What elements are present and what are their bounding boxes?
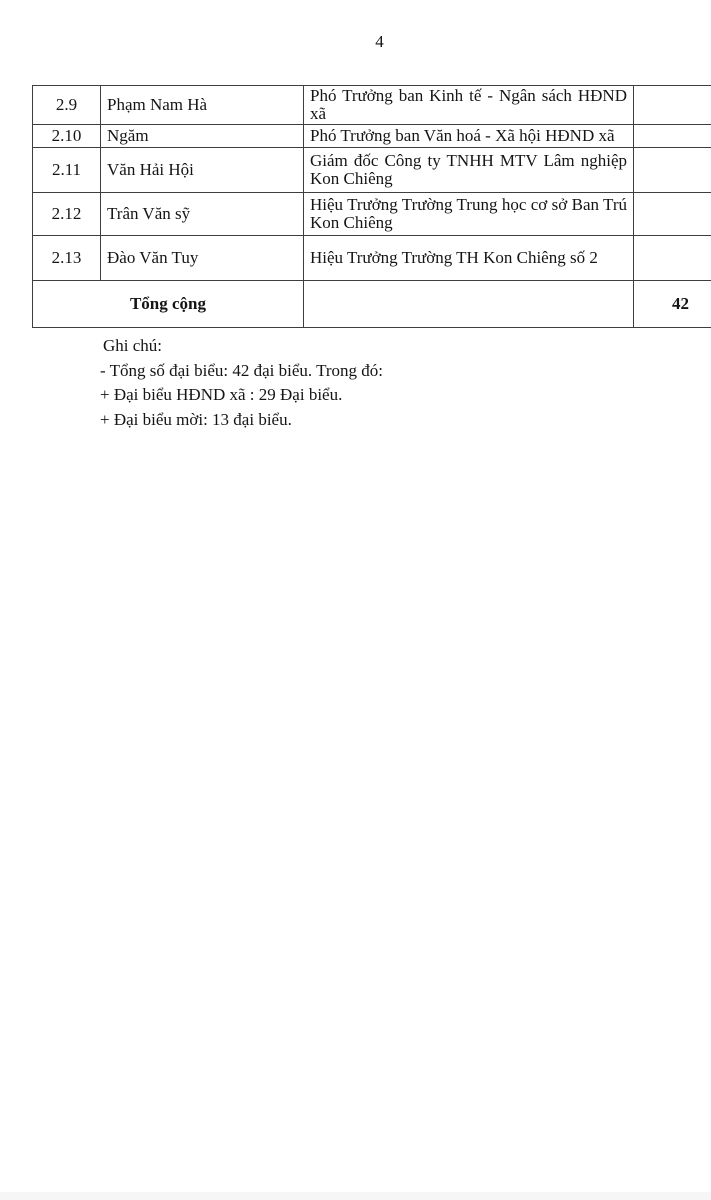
table-row	[33, 148, 711, 193]
position-cell: Hiệu Trưởng Trường Trung học cơ sở Ban Trú Kon Chiêng	[304, 193, 634, 236]
delegates-table	[32, 85, 711, 328]
note-line: - Tổng số đại biểu: 42 đại biểu. Trong đó:	[100, 360, 384, 380]
name-cell: Phạm Nam Hà	[101, 86, 304, 125]
total-empty-cell	[304, 281, 634, 328]
name-cell: Văn Hải Hội	[101, 148, 304, 193]
notes-section	[100, 334, 383, 432]
count-cell	[634, 236, 711, 281]
page-number: 4	[375, 32, 384, 51]
total-label-cell: Tổng cộng	[33, 281, 304, 328]
row-number-cell: 2.11	[33, 148, 101, 193]
row-number-cell: 2.10	[33, 125, 101, 148]
count-cell	[634, 125, 711, 148]
count-cell	[634, 193, 711, 236]
table-row	[33, 236, 711, 281]
row-number-cell: 2.12	[33, 193, 101, 236]
table-row	[33, 193, 711, 236]
note-line: + Đại biểu mời: 13 đại biểu.	[100, 409, 292, 429]
delegates-table-body	[33, 86, 711, 328]
name-cell: Trân Văn sỹ	[101, 193, 304, 236]
count-cell	[634, 86, 711, 125]
note-line: + Đại biểu HĐND xã : 29 Đại biểu.	[100, 385, 343, 404]
row-number-cell: 2.13	[33, 236, 101, 281]
total-value-cell: 42	[634, 281, 711, 328]
table-row	[33, 125, 711, 148]
table-row	[33, 86, 711, 125]
row-number-cell: 2.9	[33, 86, 101, 125]
name-cell: Đào Văn Tuy	[101, 236, 304, 281]
position-cell: Giám đốc Công ty TNHH MTV Lâm nghiệp Kon Chiêng	[304, 148, 634, 193]
position-cell: Phó Trưởng ban Văn hoá - Xã hội HĐND xã	[304, 125, 634, 148]
notes-title: Ghi chú:	[103, 336, 163, 355]
count-cell	[634, 148, 711, 193]
position-cell: Hiệu Trưởng Trường TH Kon Chiêng số 2	[304, 236, 634, 281]
page-bottom-edge	[0, 1192, 711, 1200]
total-row	[33, 281, 711, 328]
position-cell: Phó Trưởng ban Kinh tế - Ngân sách HĐND xã	[304, 86, 634, 125]
name-cell: Ngăm	[101, 125, 304, 148]
